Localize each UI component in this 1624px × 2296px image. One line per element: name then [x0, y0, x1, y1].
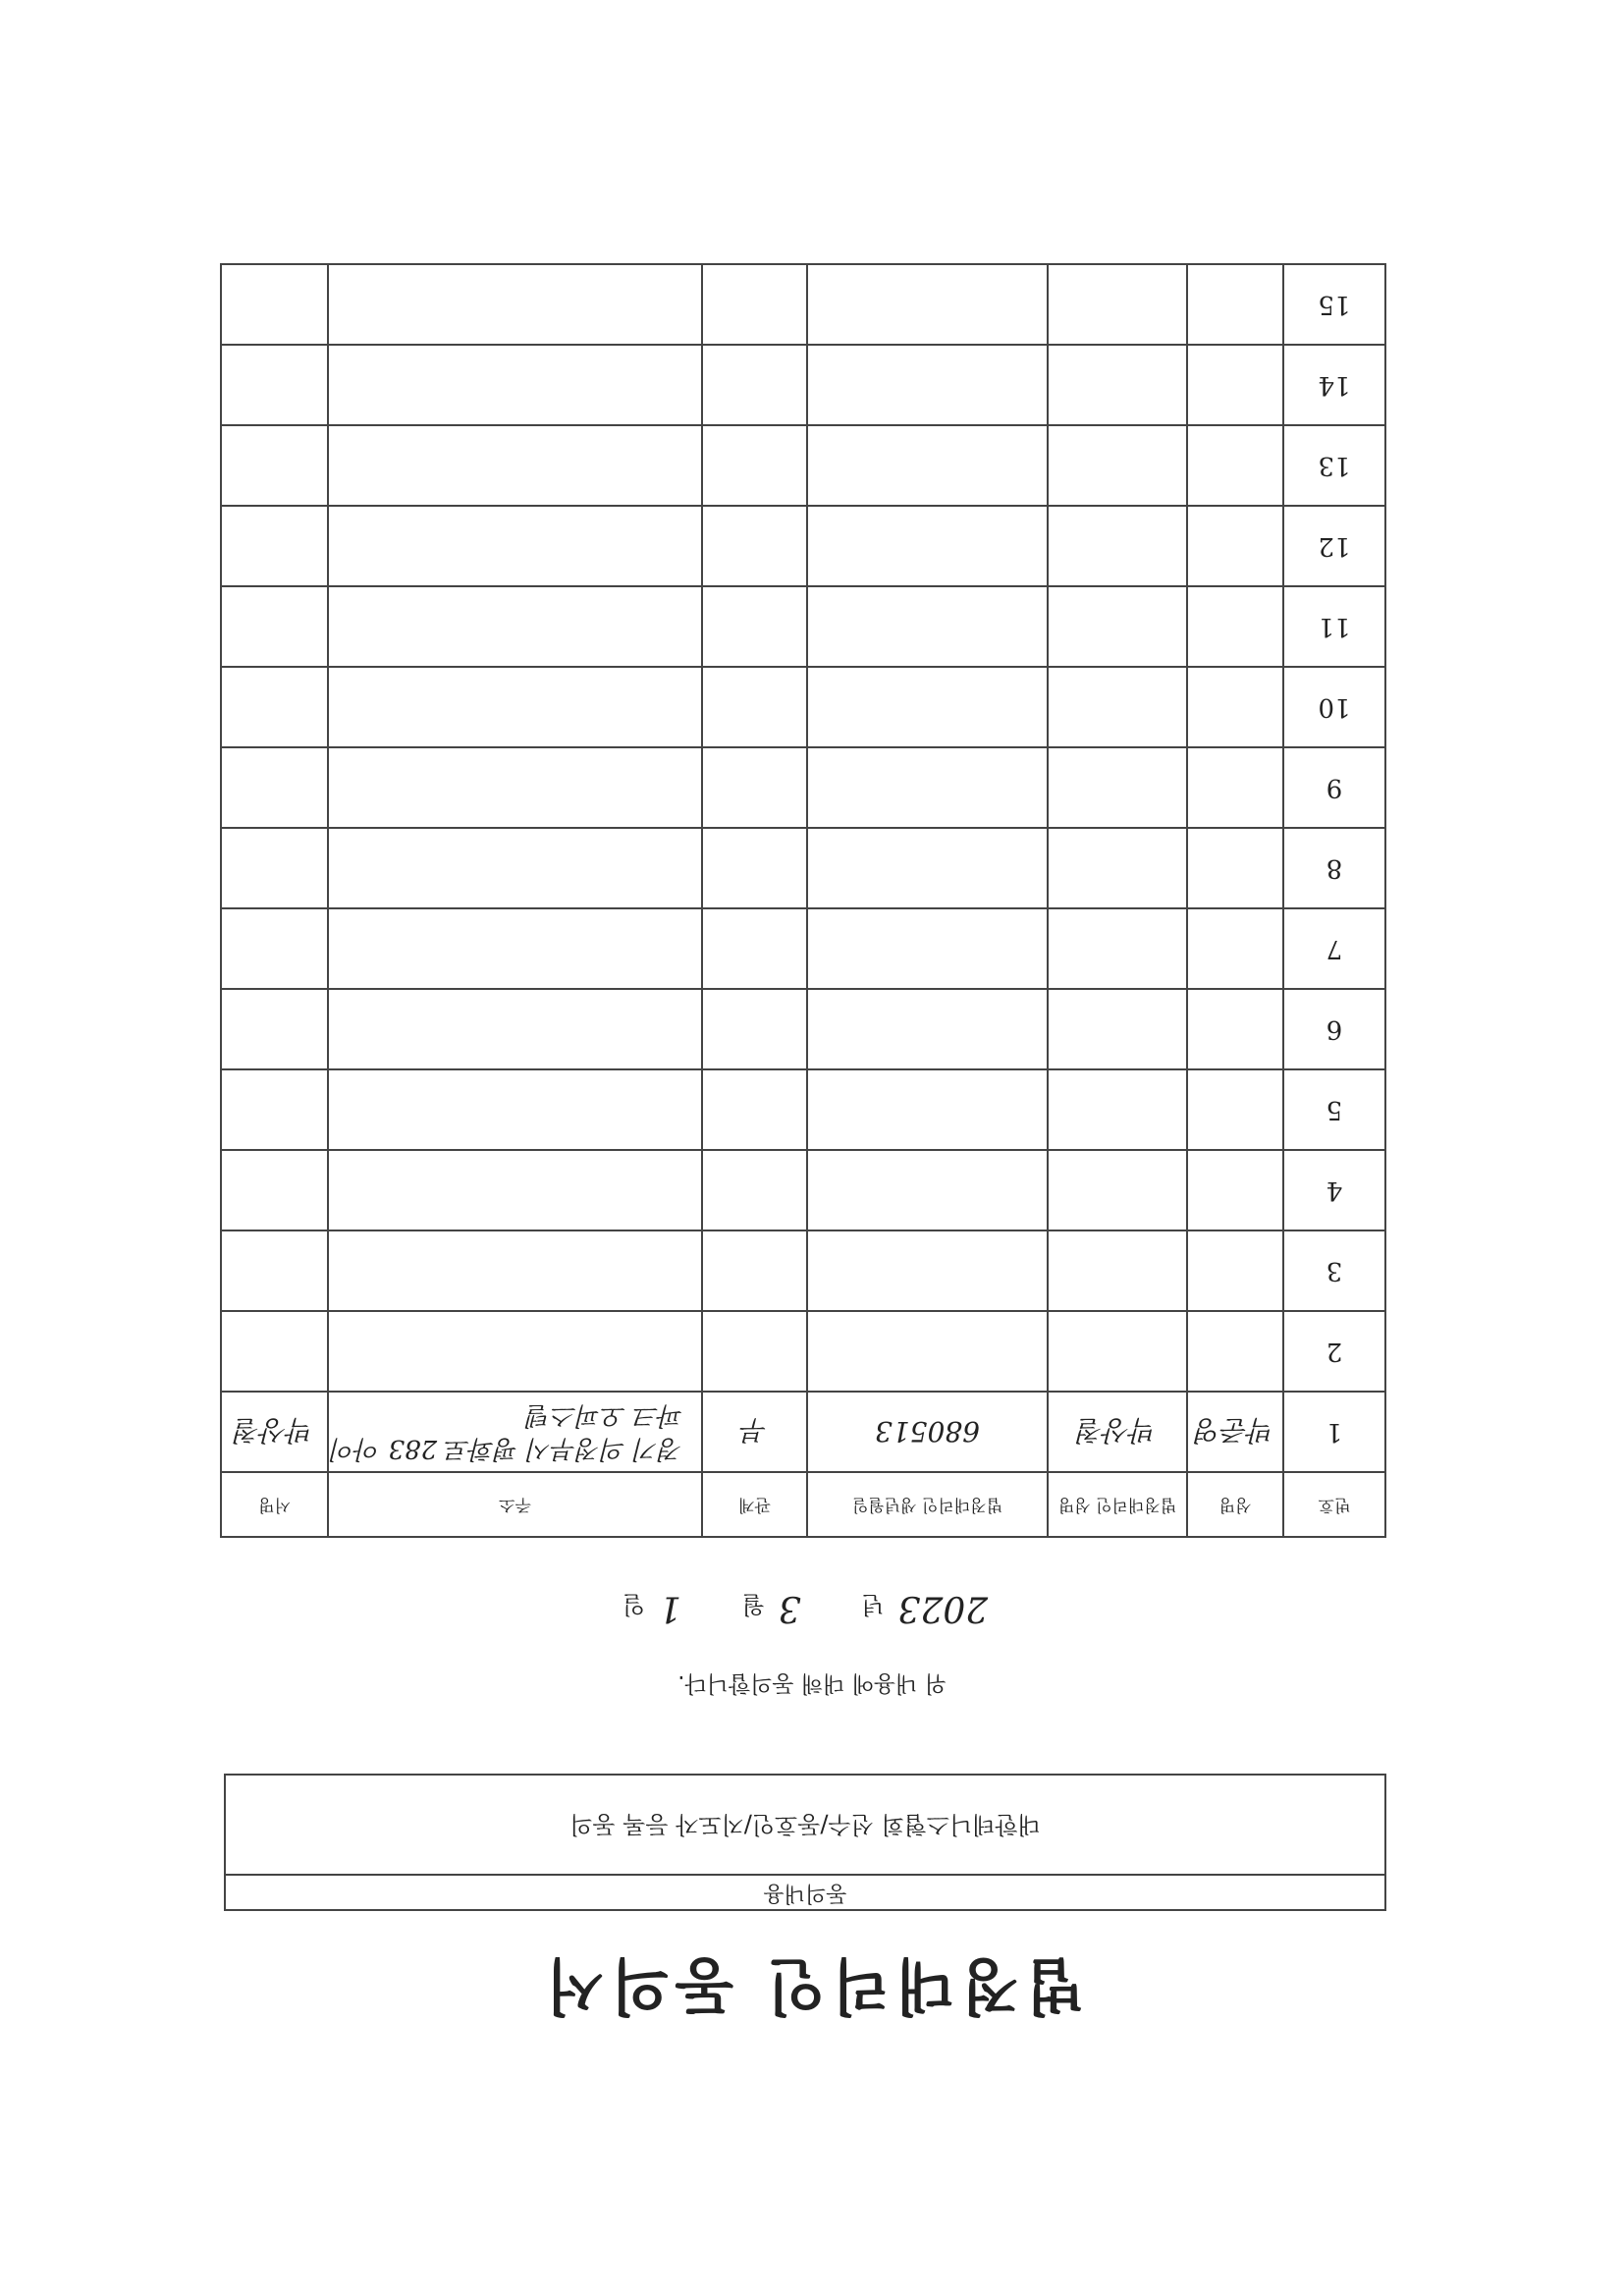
date-line: [0, 1588, 1624, 1628]
row-relation: [702, 425, 807, 506]
row-address: [328, 1230, 702, 1311]
row-guardian-name: 박상철: [1048, 1392, 1187, 1472]
header-guardian-name: 법정대리인 성명: [1048, 1472, 1187, 1537]
table-body: [221, 264, 1385, 1472]
row-number: 11: [1283, 586, 1385, 667]
row-name: 박준영: [1187, 1392, 1283, 1472]
row-number: 7: [1283, 908, 1385, 989]
row-number: 6: [1283, 989, 1385, 1069]
row-guardian-name: [1048, 1150, 1187, 1230]
consent-body: 대한테니스협회 선수/동호인/지도자 등록 동의: [569, 1811, 1041, 1838]
table-row: [221, 989, 1385, 1069]
row-guardian-name: [1048, 586, 1187, 667]
table-header-row: [221, 1472, 1385, 1537]
row-name: [1187, 1150, 1283, 1230]
row-guardian-birth: [807, 828, 1048, 908]
row-address: [328, 1069, 702, 1150]
table-row: [221, 425, 1385, 506]
row-guardian-birth: 680513: [807, 1392, 1048, 1472]
table-row: [221, 828, 1385, 908]
row-guardian-name: [1048, 264, 1187, 345]
row-number: 14: [1283, 345, 1385, 425]
row-guardian-name: [1048, 908, 1187, 989]
row-name: [1187, 989, 1283, 1069]
row-number: 1: [1283, 1392, 1385, 1472]
table-row: [221, 1150, 1385, 1230]
row-number: 5: [1283, 1069, 1385, 1150]
row-number: 13: [1283, 425, 1385, 506]
row-relation: [702, 1150, 807, 1230]
row-signature: [221, 667, 328, 747]
header-guardian-birth: 법정대리인 생년월일: [807, 1472, 1048, 1537]
row-number: 10: [1283, 667, 1385, 747]
row-relation: [702, 1311, 807, 1392]
consent-section: [224, 1774, 1386, 1911]
row-relation: [702, 667, 807, 747]
row-signature: 박상철: [221, 1392, 328, 1472]
row-guardian-name: [1048, 1069, 1187, 1150]
row-guardian-birth: [807, 908, 1048, 989]
date-year-unit: 년: [861, 1591, 885, 1618]
date-year: 2023: [897, 1588, 989, 1628]
row-name: [1187, 1311, 1283, 1392]
row-relation: [702, 506, 807, 586]
row-name: [1187, 828, 1283, 908]
row-signature: [221, 1069, 328, 1150]
header-number: 번호: [1283, 1472, 1385, 1537]
row-number: 9: [1283, 747, 1385, 828]
consent-statement: 위 내용에 대해 동의합니다.: [677, 1670, 947, 1696]
row-name: [1187, 345, 1283, 425]
row-guardian-name: [1048, 989, 1187, 1069]
row-guardian-birth: [807, 1311, 1048, 1392]
row-address: [328, 828, 702, 908]
row-signature: [221, 345, 328, 425]
row-guardian-birth: [807, 425, 1048, 506]
table-row: [221, 506, 1385, 586]
table-row: [221, 586, 1385, 667]
row-guardian-birth: [807, 1230, 1048, 1311]
row-signature: [221, 586, 328, 667]
row-relation: [702, 1069, 807, 1150]
row-number: 15: [1283, 264, 1385, 345]
row-relation: [702, 345, 807, 425]
row-number: 4: [1283, 1150, 1385, 1230]
table-row: [221, 1311, 1385, 1392]
row-signature: [221, 506, 328, 586]
row-name: [1187, 667, 1283, 747]
table-row: [221, 908, 1385, 989]
row-address: [328, 908, 702, 989]
row-guardian-name: [1048, 425, 1187, 506]
row-signature: [221, 908, 328, 989]
row-signature: [221, 1311, 328, 1392]
row-signature: [221, 828, 328, 908]
row-relation: [702, 1230, 807, 1311]
row-name: [1187, 747, 1283, 828]
row-address: [328, 747, 702, 828]
date-day: 1: [659, 1588, 681, 1628]
row-guardian-birth: [807, 506, 1048, 586]
document-title: 법정대리인 동의서: [539, 1950, 1085, 2022]
table-row: [221, 1230, 1385, 1311]
row-relation: [702, 264, 807, 345]
row-signature: [221, 425, 328, 506]
row-number: 8: [1283, 828, 1385, 908]
row-signature: [221, 989, 328, 1069]
header-relation: 관계: [702, 1472, 807, 1537]
row-address: [328, 586, 702, 667]
row-name: [1187, 1069, 1283, 1150]
table-row: [221, 1392, 1385, 1472]
row-signature: [221, 747, 328, 828]
table-row: [221, 345, 1385, 425]
header-name: 성명: [1187, 1472, 1283, 1537]
row-name: [1187, 425, 1283, 506]
row-address: [328, 1311, 702, 1392]
row-address: [328, 425, 702, 506]
row-name: [1187, 1230, 1283, 1311]
row-relation: [702, 908, 807, 989]
row-guardian-birth: [807, 586, 1048, 667]
row-guardian-birth: [807, 1150, 1048, 1230]
row-guardian-name: [1048, 828, 1187, 908]
row-signature: [221, 1230, 328, 1311]
date-month-unit: 월: [741, 1591, 765, 1618]
header-address: 주소: [328, 1472, 702, 1537]
row-signature: [221, 264, 328, 345]
header-signature: 서명: [221, 1472, 328, 1537]
row-address: [328, 345, 702, 425]
row-guardian-name: [1048, 667, 1187, 747]
row-address: [328, 667, 702, 747]
table-row: [221, 747, 1385, 828]
row-guardian-name: [1048, 506, 1187, 586]
row-address: [328, 264, 702, 345]
row-number: 2: [1283, 1311, 1385, 1392]
table-row: [221, 667, 1385, 747]
row-guardian-name: [1048, 345, 1187, 425]
row-guardian-birth: [807, 747, 1048, 828]
row-guardian-birth: [807, 264, 1048, 345]
date-day-unit: 일: [622, 1591, 646, 1618]
row-number: 3: [1283, 1230, 1385, 1311]
date-month: 3: [778, 1588, 801, 1628]
row-guardian-birth: [807, 345, 1048, 425]
row-relation: [702, 586, 807, 667]
row-name: [1187, 264, 1283, 345]
row-name: [1187, 506, 1283, 586]
row-name: [1187, 908, 1283, 989]
row-guardian-name: [1048, 1230, 1187, 1311]
row-address: [328, 1150, 702, 1230]
guardian-table: [220, 263, 1386, 1538]
row-guardian-name: [1048, 1311, 1187, 1392]
row-relation: [702, 828, 807, 908]
row-number: 12: [1283, 506, 1385, 586]
row-address: [328, 989, 702, 1069]
row-guardian-name: [1048, 747, 1187, 828]
row-relation: 부: [702, 1392, 807, 1472]
row-guardian-birth: [807, 1069, 1048, 1150]
row-address: 경기 의정부시 평화로 283 아이파크 오피스텔: [328, 1392, 702, 1472]
row-guardian-birth: [807, 989, 1048, 1069]
table-row: [221, 1069, 1385, 1150]
row-address: [328, 506, 702, 586]
row-relation: [702, 989, 807, 1069]
row-relation: [702, 747, 807, 828]
row-guardian-birth: [807, 667, 1048, 747]
table-row: [221, 264, 1385, 345]
row-signature: [221, 1150, 328, 1230]
row-name: [1187, 586, 1283, 667]
consent-header: 동의내용: [226, 1874, 1384, 1909]
